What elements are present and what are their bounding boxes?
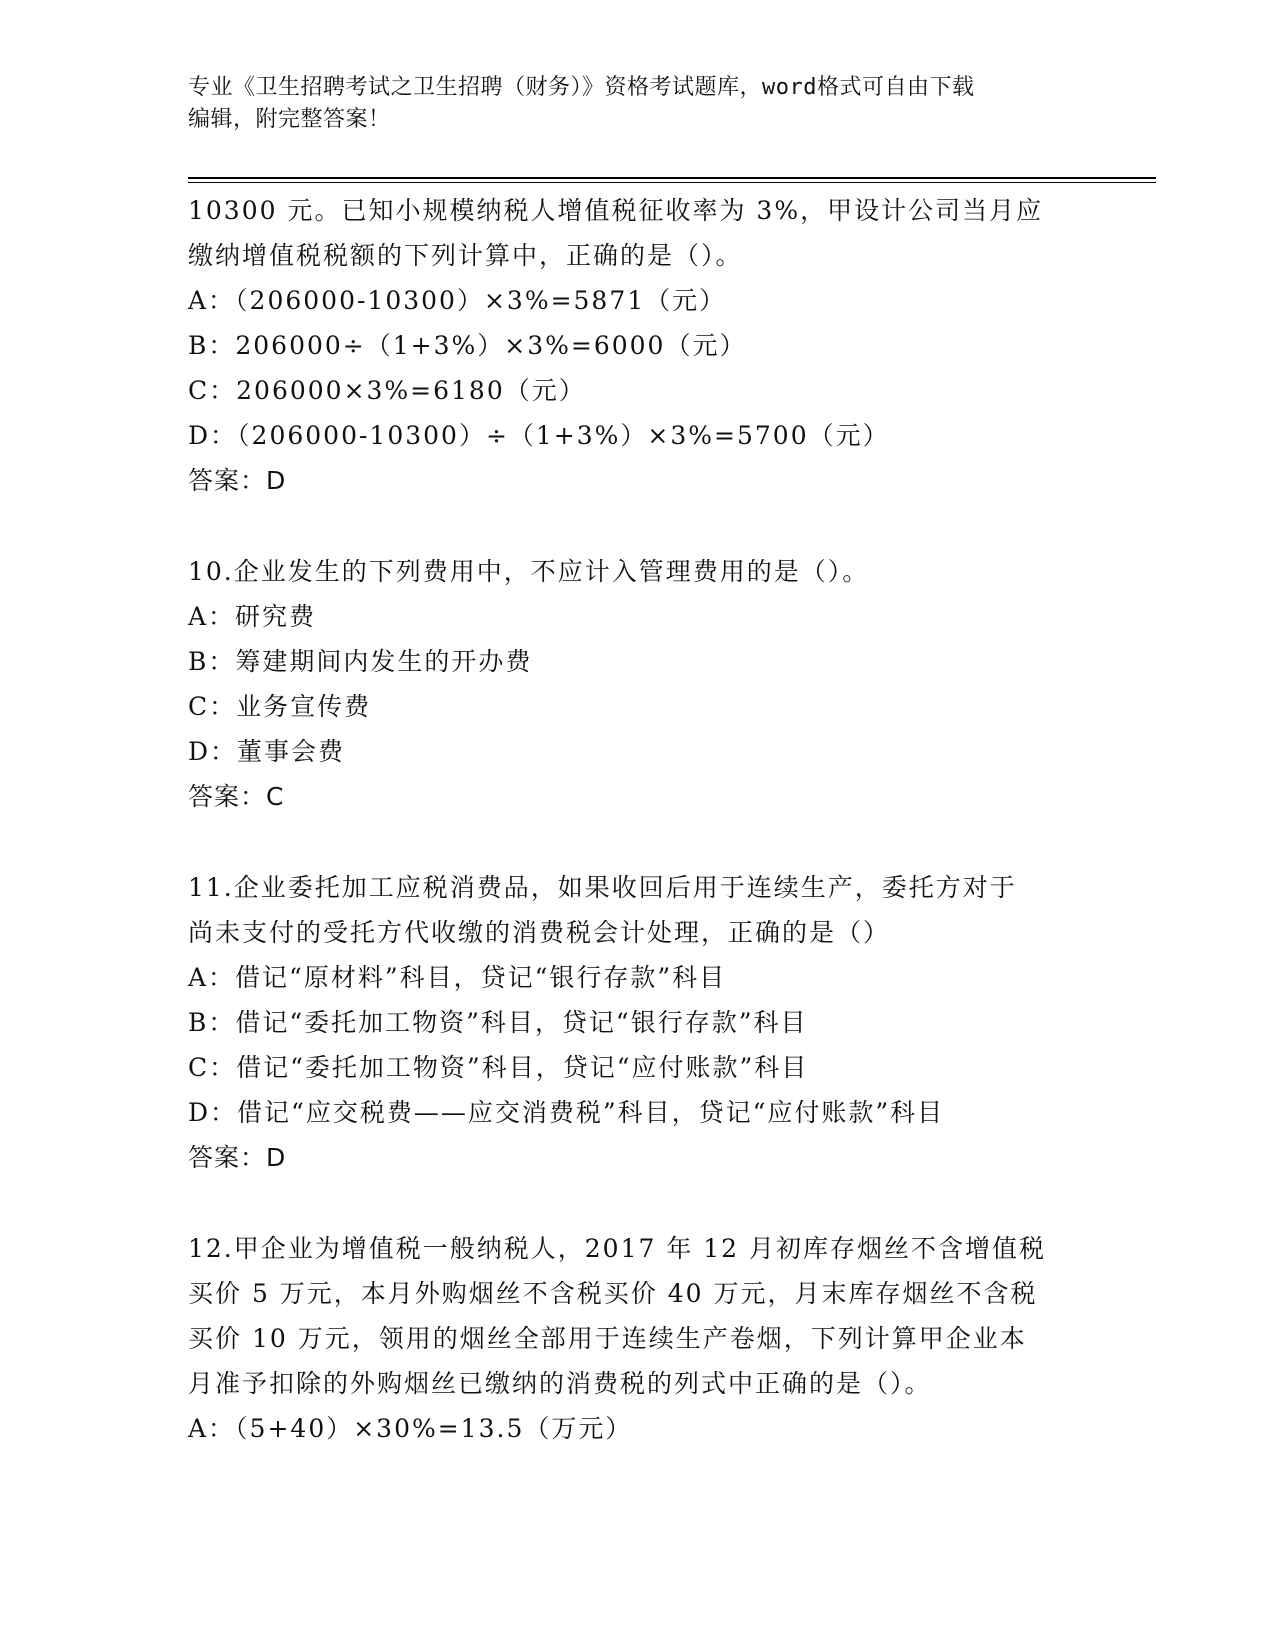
question-11 <box>188 865 1088 1180</box>
question-stem-line: 月准予扣除的外购烟丝已缴纳的消费税的列式中正确的是（）。 <box>188 1369 932 1398</box>
option-d: D：董事会费 <box>188 737 346 766</box>
question-10 <box>188 549 1088 819</box>
question-stem-line: 尚未支付的受托方代收缴的消费税会计处理，正确的是（） <box>188 918 891 947</box>
option-a: A：研究费 <box>188 602 317 631</box>
answer-line: 答案：D <box>188 466 287 495</box>
question-list <box>188 188 1088 1451</box>
answer-line: 答案：D <box>188 1143 287 1172</box>
question-stem-line: 10300 元。已知小规模纳税人增值税征收率为 3%，甲设计公司当月应 <box>188 196 1044 225</box>
question-stem-line: 10.企业发生的下列费用中，不应计入管理费用的是（）。 <box>188 557 870 586</box>
answer-line: 答案：C <box>188 782 285 811</box>
option-b: B：筹建期间内发生的开办费 <box>188 647 533 676</box>
option-b: B：206000÷（1+3%）×3%=6000（元） <box>188 331 747 360</box>
option-a: A：（206000-10300）×3%=5871（元） <box>188 286 727 315</box>
header-line-1: 专业《卫生招聘考试之卫生招聘（财务）》资格考试题库，word格式可自由下载 <box>188 75 975 100</box>
option-c: C：业务宣传费 <box>188 692 372 721</box>
header-line-2: 编辑，附完整答案！ <box>188 107 391 132</box>
question-12 <box>188 1226 1088 1451</box>
question-9 <box>188 188 1088 503</box>
question-stem-line: 买价 5 万元，本月外购烟丝不含税买价 40 万元，月末库存烟丝不含税 <box>188 1279 1038 1308</box>
question-stem-line: 11.企业委托加工应税消费品，如果收回后用于连续生产，委托方对于 <box>188 873 1017 902</box>
option-a: A：借记“原材料”科目，贷记“银行存款”科目 <box>188 963 727 992</box>
option-a: A：（5+40）×30%=13.5（万元） <box>188 1414 633 1443</box>
question-stem-line: 12.甲企业为增值税一般纳税人，2017 年 12 月初库存烟丝不含增值税 <box>188 1234 1047 1263</box>
header-divider-thin <box>188 182 1156 183</box>
header-divider-thick <box>188 177 1156 179</box>
question-stem-line: 买价 10 万元，领用的烟丝全部用于连续生产卷烟，下列计算甲企业本 <box>188 1324 1027 1353</box>
option-c: C：借记“委托加工物资”科目，贷记“应付账款”科目 <box>188 1053 809 1082</box>
option-b: B：借记“委托加工物资”科目，贷记“银行存款”科目 <box>188 1008 808 1037</box>
option-c: C：206000×3%=6180（元） <box>188 376 586 405</box>
option-d: D：（206000-10300）÷（1+3%）×3%=5700（元） <box>188 421 890 450</box>
document-header <box>188 72 1088 136</box>
option-d: D：借记“应交税费——应交消费税”科目，贷记“应付账款”科目 <box>188 1098 945 1127</box>
question-stem-line: 缴纳增值税税额的下列计算中，正确的是（）。 <box>188 241 743 270</box>
